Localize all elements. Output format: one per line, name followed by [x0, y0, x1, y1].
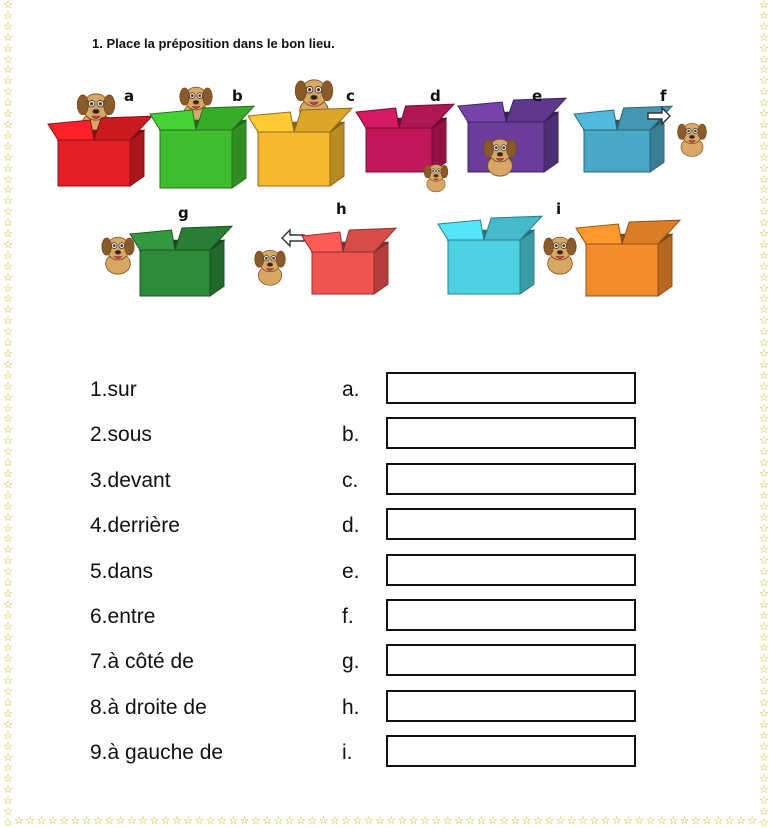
star-icon: ☆ — [759, 653, 769, 666]
star-icon: ☆ — [759, 391, 769, 404]
box-a — [48, 116, 152, 186]
star-icon: ☆ — [171, 815, 182, 827]
star-icon: ☆ — [759, 435, 769, 448]
star-icon: ☆ — [759, 566, 769, 579]
dog-behind-box-g — [102, 237, 134, 274]
star-icon: ☆ — [759, 195, 769, 208]
star-icon: ☆ — [759, 20, 769, 33]
star-icon: ☆ — [759, 140, 769, 153]
star-icon: ☆ — [3, 435, 13, 448]
star-icon: ☆ — [759, 642, 769, 655]
star-icon: ☆ — [3, 64, 13, 77]
box-g — [130, 226, 232, 296]
star-icon: ☆ — [273, 815, 284, 827]
star-icon: ☆ — [600, 815, 611, 827]
star-icon: ☆ — [431, 815, 442, 827]
star-icon: ☆ — [3, 489, 13, 502]
scene-letter-i: i — [556, 200, 562, 218]
star-icon: ☆ — [759, 129, 769, 142]
star-icon: ☆ — [3, 729, 13, 742]
match-row — [90, 417, 650, 453]
star-icon: ☆ — [759, 478, 769, 491]
star-icon: ☆ — [183, 815, 194, 827]
star-icon: ☆ — [70, 815, 81, 827]
star-icon: ☆ — [759, 707, 769, 720]
star-icon: ☆ — [3, 348, 13, 360]
star-icon: ☆ — [623, 815, 634, 827]
star-icon: ☆ — [3, 511, 13, 524]
answer-letter-label: f. — [342, 605, 354, 628]
star-icon: ☆ — [81, 815, 92, 827]
star-border-bottom — [14, 815, 758, 827]
star-icon: ☆ — [759, 118, 769, 131]
star-icon: ☆ — [3, 75, 13, 88]
star-icon: ☆ — [228, 815, 239, 827]
star-icon: ☆ — [499, 815, 509, 827]
star-icon: ☆ — [759, 675, 769, 688]
star-icon: ☆ — [657, 815, 667, 827]
star-icon: ☆ — [3, 566, 13, 579]
preposition-label: 8.à droite de — [90, 695, 207, 719]
dog-between-boxes-i — [544, 237, 576, 274]
star-icon: ☆ — [3, 129, 13, 142]
star-icon: ☆ — [759, 751, 769, 764]
star-icon: ☆ — [3, 795, 13, 808]
star-icon: ☆ — [555, 815, 566, 827]
star-icon: ☆ — [3, 369, 13, 382]
star-icon: ☆ — [759, 86, 769, 99]
star-icon: ☆ — [759, 173, 769, 186]
star-icon: ☆ — [634, 815, 645, 827]
star-icon: ☆ — [3, 315, 13, 328]
star-icon: ☆ — [3, 217, 13, 230]
star-icon: ☆ — [759, 238, 769, 251]
star-icon: ☆ — [759, 522, 769, 535]
preposition-label: 3.devant — [90, 468, 171, 492]
star-icon: ☆ — [759, 609, 769, 622]
star-icon: ☆ — [3, 533, 13, 546]
preposition-label: 9.à gauche de — [90, 741, 224, 765]
star-icon: ☆ — [442, 815, 453, 827]
star-icon: ☆ — [759, 598, 769, 611]
answer-letter-label: a. — [342, 378, 360, 401]
star-icon: ☆ — [3, 20, 13, 33]
star-icon: ☆ — [759, 511, 769, 524]
star-icon: ☆ — [3, 358, 13, 371]
star-icon: ☆ — [3, 751, 13, 764]
answer-letter-label: d. — [342, 514, 360, 538]
answer-letter-label: c. — [342, 468, 359, 492]
dog-left-of-box-h — [255, 250, 286, 285]
star-icon: ☆ — [3, 326, 13, 339]
star-icon: ☆ — [747, 815, 758, 827]
answer-input[interactable] — [386, 735, 636, 767]
star-icon: ☆ — [3, 424, 13, 437]
star-icon: ☆ — [759, 9, 769, 22]
star-icon: ☆ — [759, 282, 769, 295]
star-icon: ☆ — [3, 271, 13, 284]
star-icon: ☆ — [759, 686, 769, 699]
star-icon: ☆ — [296, 815, 306, 827]
match-row — [90, 644, 650, 680]
star-icon: ☆ — [566, 815, 577, 827]
star-icon: ☆ — [3, 642, 13, 655]
star-icon: ☆ — [645, 815, 656, 827]
star-icon: ☆ — [453, 815, 464, 827]
star-icon: ☆ — [465, 815, 476, 827]
star-icon: ☆ — [759, 806, 769, 819]
box-b — [150, 106, 254, 188]
star-icon: ☆ — [3, 544, 13, 557]
answer-letter-label: b. — [342, 423, 360, 447]
star-icon: ☆ — [759, 555, 769, 568]
star-icon: ☆ — [386, 815, 397, 827]
star-icon: ☆ — [736, 815, 746, 827]
star-icon: ☆ — [3, 555, 13, 568]
star-icon: ☆ — [759, 151, 769, 164]
star-icon: ☆ — [3, 238, 13, 251]
star-icon: ☆ — [759, 697, 769, 709]
star-icon: ☆ — [3, 293, 13, 306]
star-icon: ☆ — [25, 815, 36, 827]
star-icon: ☆ — [759, 162, 769, 175]
star-icon: ☆ — [3, 42, 13, 55]
star-icon: ☆ — [352, 815, 363, 827]
star-icon: ☆ — [759, 577, 769, 590]
star-icon: ☆ — [759, 718, 769, 731]
scene-letter-b: b — [232, 87, 243, 105]
star-icon: ☆ — [759, 75, 769, 88]
preposition-label: 7.à côté de — [90, 650, 194, 674]
star-icon: ☆ — [759, 631, 769, 644]
star-icon: ☆ — [690, 815, 701, 827]
star-icon: ☆ — [3, 391, 13, 404]
star-icon: ☆ — [3, 195, 13, 208]
star-icon: ☆ — [3, 31, 13, 44]
preposition-label: 6.entre — [90, 605, 156, 628]
star-icon: ☆ — [3, 718, 13, 731]
star-icon: ☆ — [759, 489, 769, 502]
star-icon: ☆ — [759, 271, 769, 284]
star-icon: ☆ — [47, 815, 58, 827]
star-icon: ☆ — [3, 413, 13, 426]
star-icon: ☆ — [160, 815, 171, 827]
star-icon: ☆ — [3, 0, 13, 11]
star-icon: ☆ — [3, 478, 13, 491]
answer-input[interactable] — [386, 417, 636, 449]
answer-letter-label: i. — [342, 741, 353, 765]
star-icon: ☆ — [3, 173, 13, 186]
star-icon: ☆ — [3, 740, 13, 753]
star-icon: ☆ — [759, 217, 769, 230]
match-row — [90, 735, 650, 771]
star-icon: ☆ — [759, 500, 769, 513]
star-icon: ☆ — [3, 260, 13, 273]
star-icon: ☆ — [589, 815, 600, 827]
answer-letter-label: h. — [342, 695, 360, 719]
star-icon: ☆ — [759, 260, 769, 273]
star-icon: ☆ — [679, 815, 690, 827]
box-i-right — [576, 220, 680, 296]
star-icon: ☆ — [724, 815, 735, 827]
star-icon: ☆ — [375, 815, 385, 827]
star-icon: ☆ — [104, 815, 115, 827]
star-icon: ☆ — [3, 380, 13, 393]
star-icon: ☆ — [341, 815, 352, 827]
answer-input[interactable] — [386, 554, 636, 586]
dog-under-box-d — [424, 165, 448, 192]
star-icon: ☆ — [3, 86, 13, 99]
star-icon: ☆ — [92, 815, 103, 827]
star-icon: ☆ — [487, 815, 498, 827]
answer-input[interactable] — [386, 372, 636, 404]
instruction-title: 1. Place la préposition dans le bon lieu. — [92, 36, 335, 51]
scene-letter-g: g — [178, 204, 189, 222]
star-icon: ☆ — [3, 587, 13, 600]
star-icon: ☆ — [759, 784, 769, 797]
star-icon: ☆ — [3, 620, 13, 633]
star-icon: ☆ — [759, 326, 769, 339]
match-row — [90, 508, 650, 544]
dog-right-of-box-f — [678, 123, 707, 156]
answer-input[interactable] — [386, 463, 636, 495]
preposition-label: 5.dans — [90, 559, 154, 583]
star-icon: ☆ — [759, 358, 769, 371]
star-icon: ☆ — [397, 815, 408, 827]
star-icon: ☆ — [759, 337, 769, 350]
star-icon: ☆ — [759, 97, 769, 110]
star-icon: ☆ — [14, 815, 24, 827]
preposition-illustration — [0, 0, 772, 320]
star-icon: ☆ — [3, 162, 13, 175]
star-icon: ☆ — [3, 653, 13, 666]
match-row — [90, 554, 650, 590]
star-icon: ☆ — [329, 815, 340, 827]
star-icon: ☆ — [408, 815, 419, 827]
answer-letter-label: e. — [342, 559, 360, 583]
box-i-left — [438, 216, 542, 294]
star-icon: ☆ — [194, 815, 205, 827]
answer-letter-label: g. — [342, 650, 360, 674]
match-row — [90, 372, 650, 408]
star-icon: ☆ — [149, 815, 160, 827]
star-icon: ☆ — [3, 151, 13, 164]
answer-input[interactable] — [386, 644, 636, 676]
star-icon: ☆ — [759, 42, 769, 55]
answer-input[interactable] — [386, 599, 636, 631]
star-icon: ☆ — [702, 815, 713, 827]
scene-letter-h: h — [336, 200, 347, 218]
star-icon: ☆ — [262, 815, 273, 827]
arrow-left-icon — [282, 230, 304, 246]
star-icon: ☆ — [3, 762, 13, 775]
star-icon: ☆ — [759, 402, 769, 415]
star-icon: ☆ — [3, 402, 13, 415]
star-icon: ☆ — [3, 457, 13, 470]
star-icon: ☆ — [3, 9, 13, 22]
star-icon: ☆ — [3, 609, 13, 622]
preposition-label: 2.sous — [90, 423, 152, 447]
preposition-label: 1.sur — [90, 378, 137, 401]
star-icon: ☆ — [307, 815, 318, 827]
star-icon: ☆ — [759, 795, 769, 808]
star-icon: ☆ — [250, 815, 261, 827]
star-icon: ☆ — [3, 206, 13, 219]
star-icon: ☆ — [759, 184, 769, 197]
scene-letter-a: a — [124, 87, 135, 105]
star-icon: ☆ — [759, 664, 769, 677]
star-icon: ☆ — [138, 815, 148, 827]
star-icon: ☆ — [3, 522, 13, 535]
star-icon: ☆ — [578, 815, 588, 827]
star-icon: ☆ — [3, 97, 13, 110]
star-icon: ☆ — [510, 815, 521, 827]
star-icon: ☆ — [3, 806, 13, 819]
match-row — [90, 599, 650, 635]
scene-letter-c: c — [346, 87, 355, 105]
answer-input[interactable] — [386, 508, 636, 540]
star-icon: ☆ — [713, 815, 724, 827]
star-icon: ☆ — [611, 815, 622, 827]
star-icon: ☆ — [759, 369, 769, 382]
star-icon: ☆ — [759, 380, 769, 393]
star-icon: ☆ — [668, 815, 679, 827]
star-icon: ☆ — [759, 413, 769, 426]
star-icon: ☆ — [3, 184, 13, 197]
star-icon: ☆ — [759, 467, 769, 480]
star-icon: ☆ — [126, 815, 137, 827]
star-icon: ☆ — [3, 784, 13, 797]
star-icon: ☆ — [3, 500, 13, 513]
scene-letter-d: d — [430, 87, 441, 105]
star-icon: ☆ — [759, 773, 769, 786]
star-icon: ☆ — [759, 816, 769, 828]
star-icon: ☆ — [759, 228, 769, 241]
star-icon: ☆ — [759, 729, 769, 742]
star-icon: ☆ — [759, 446, 769, 459]
box-c — [248, 108, 352, 186]
star-icon: ☆ — [759, 424, 769, 437]
star-icon: ☆ — [759, 762, 769, 775]
star-icon: ☆ — [759, 533, 769, 546]
star-icon: ☆ — [3, 282, 13, 295]
star-icon: ☆ — [3, 228, 13, 241]
star-icon: ☆ — [759, 544, 769, 557]
star-icon: ☆ — [3, 249, 13, 262]
star-icon: ☆ — [532, 815, 543, 827]
star-icon: ☆ — [239, 815, 250, 827]
star-icon: ☆ — [3, 467, 13, 480]
star-icon: ☆ — [59, 815, 69, 827]
star-icon: ☆ — [759, 587, 769, 600]
box-d — [356, 104, 454, 172]
star-icon: ☆ — [205, 815, 216, 827]
star-icon: ☆ — [284, 815, 295, 827]
star-icon: ☆ — [759, 620, 769, 633]
star-icon: ☆ — [759, 249, 769, 262]
star-icon: ☆ — [476, 815, 487, 827]
match-row — [90, 463, 650, 499]
star-icon: ☆ — [3, 598, 13, 611]
star-icon: ☆ — [3, 337, 13, 350]
star-icon: ☆ — [3, 816, 13, 828]
star-icon: ☆ — [759, 304, 769, 317]
match-row — [90, 690, 650, 726]
star-icon: ☆ — [759, 315, 769, 328]
star-icon: ☆ — [3, 446, 13, 459]
star-icon: ☆ — [363, 815, 374, 827]
star-icon: ☆ — [759, 0, 769, 11]
box-h — [302, 228, 396, 294]
star-icon: ☆ — [759, 457, 769, 470]
star-icon: ☆ — [3, 118, 13, 131]
star-icon: ☆ — [3, 707, 13, 720]
star-icon: ☆ — [3, 686, 13, 699]
star-icon: ☆ — [759, 206, 769, 219]
star-icon: ☆ — [3, 631, 13, 644]
star-icon: ☆ — [318, 815, 329, 827]
star-icon: ☆ — [36, 815, 47, 827]
star-icon: ☆ — [3, 773, 13, 786]
star-icon: ☆ — [759, 740, 769, 753]
star-icon: ☆ — [3, 664, 13, 677]
star-icon: ☆ — [3, 140, 13, 153]
star-icon: ☆ — [217, 815, 227, 827]
star-icon: ☆ — [3, 675, 13, 688]
star-icon: ☆ — [3, 53, 13, 66]
star-icon: ☆ — [3, 577, 13, 590]
preposition-label: 4.derrière — [90, 514, 180, 538]
scene-letter-f: f — [660, 87, 667, 105]
scene-letter-e: e — [532, 87, 543, 105]
star-icon: ☆ — [115, 815, 126, 827]
star-icon: ☆ — [3, 108, 13, 121]
star-icon: ☆ — [759, 293, 769, 306]
star-icon: ☆ — [759, 53, 769, 66]
star-icon: ☆ — [759, 108, 769, 121]
star-icon: ☆ — [759, 64, 769, 77]
star-icon: ☆ — [521, 815, 532, 827]
star-icon: ☆ — [544, 815, 555, 827]
star-icon: ☆ — [3, 697, 13, 709]
star-icon: ☆ — [759, 31, 769, 44]
box-e — [458, 98, 566, 172]
answer-input[interactable] — [386, 690, 636, 722]
star-icon: ☆ — [3, 304, 13, 317]
star-icon: ☆ — [420, 815, 430, 827]
star-icon: ☆ — [759, 348, 769, 360]
